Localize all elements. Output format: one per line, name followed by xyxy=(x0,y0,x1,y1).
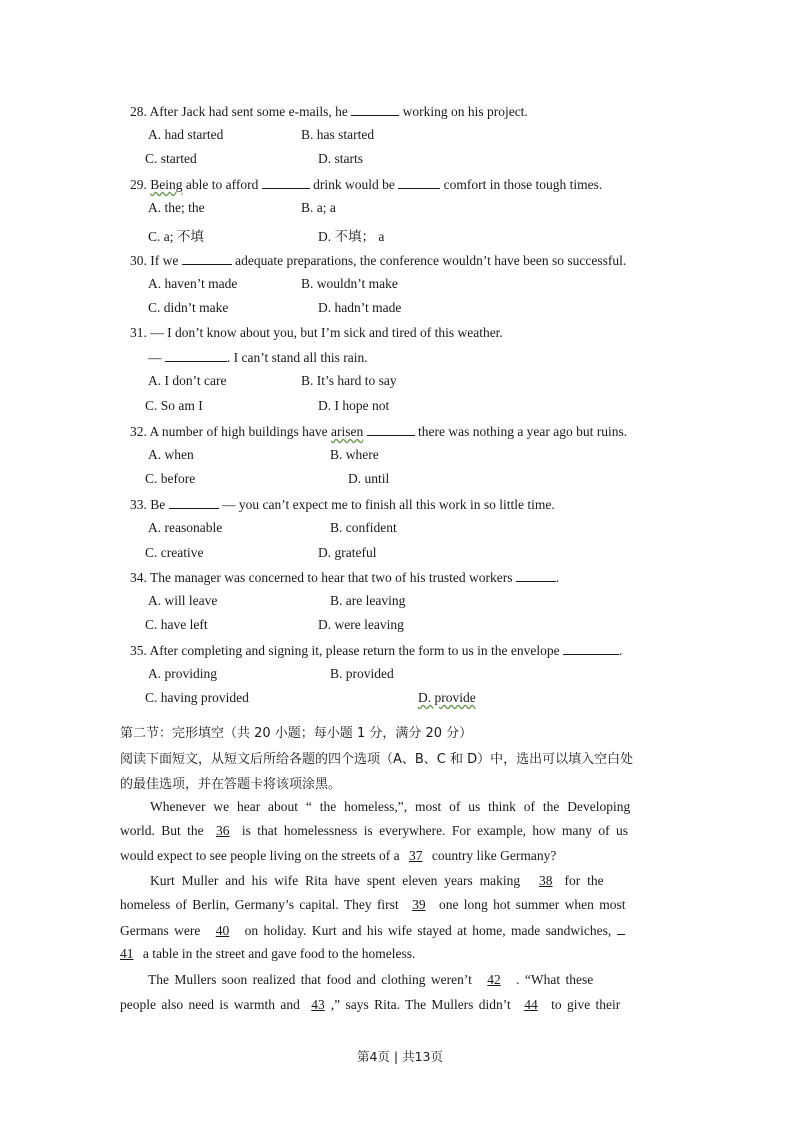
passage-line xyxy=(120,897,680,913)
question-stem: comfort in those tough times. xyxy=(443,177,603,192)
question-stem: 32. A number of high buildings have xyxy=(130,424,331,439)
passage-line xyxy=(120,997,680,1013)
option-a: A. haven’t made xyxy=(148,276,238,291)
option-c: C. creative xyxy=(145,545,204,560)
option-b: B. where xyxy=(330,447,379,462)
passage-text: would expect to see people living on the streets of a xyxy=(120,848,400,863)
passage-line xyxy=(120,946,680,962)
option-d: D. I hope not xyxy=(318,398,390,413)
option-c: C. before xyxy=(145,471,196,486)
passage-text: . “What these xyxy=(516,972,594,987)
option-d: D. hadn’t made xyxy=(318,300,402,315)
option-d: D. until xyxy=(348,471,390,486)
blank-number: 36 xyxy=(216,823,230,838)
question-stem: . xyxy=(555,570,560,585)
option-a: A. when xyxy=(148,447,194,462)
section-title: 第二节：完形填空（共 20 小题；每小题 1 分，满分 20 分） xyxy=(120,726,473,741)
question-stem: 30. If we xyxy=(130,253,179,268)
option-b: B. confident xyxy=(330,520,397,535)
section-instructions: 的最佳选项，并在答题卡将该项涂黑。 xyxy=(120,777,342,792)
question-stem: adequate preparations, the conference wouldn’t have been so successful. xyxy=(235,253,627,268)
passage-text: for the xyxy=(564,873,604,888)
option-c: C. started xyxy=(145,151,197,166)
blank-number: 37 xyxy=(409,848,423,863)
passage-text: Whenever we hear about “ the homeless,”, most of us think of the Developing xyxy=(150,799,631,814)
option-b: B. provided xyxy=(330,666,394,681)
option-c: C. having provided xyxy=(145,690,249,705)
passage-text: Kurt Muller and his wife Rita have spent eleven years making xyxy=(150,873,521,888)
option-a: A. had started xyxy=(148,127,224,142)
option-d: D. 不填； a xyxy=(318,229,385,244)
option-b: B. It’s hard to say xyxy=(301,373,397,388)
answer-blank xyxy=(169,496,219,509)
passage-text: ,” says Rita. The Mullers didn’t xyxy=(330,997,511,1012)
option-c: C. didn’t make xyxy=(148,300,229,315)
question-stem: 28. After Jack had sent some e-mails, he xyxy=(130,104,348,119)
option-b: B. are leaving xyxy=(330,593,406,608)
option-d: D. provide xyxy=(418,690,476,705)
passage-text: The Mullers soon realized that food and clothing weren’t xyxy=(148,972,472,987)
question-stem: — you can’t expect me to finish all this work in so little time. xyxy=(222,497,555,512)
option-a: A. reasonable xyxy=(148,520,223,535)
passage-text: to give their xyxy=(551,997,621,1012)
question-stem: drink would be xyxy=(313,177,395,192)
question-stem: 33. Be xyxy=(130,497,166,512)
question-31-reply xyxy=(148,349,368,366)
reply-text: . I can’t stand all this rain. xyxy=(226,350,368,365)
blank-number: 40 xyxy=(215,923,230,938)
question-29 xyxy=(130,176,602,193)
question-32 xyxy=(130,423,627,440)
question-stem: working on his project. xyxy=(402,104,528,119)
question-stem: able to afford xyxy=(182,177,259,192)
option-b: B. a; a xyxy=(301,200,336,215)
passage-text: homeless of Berlin, Germany’s capital. They first xyxy=(120,897,399,912)
option-b: B. has started xyxy=(301,127,375,142)
option-c: C. a; 不填 xyxy=(148,229,204,244)
answer-blank xyxy=(367,423,415,436)
answer-blank xyxy=(165,349,227,362)
question-stem: 29. xyxy=(130,177,151,192)
answer-blank xyxy=(617,922,625,935)
passage-text: is that homelessness is everywhere. For example, how many of us xyxy=(241,823,629,838)
question-34 xyxy=(130,569,559,586)
option-a: A. providing xyxy=(148,666,217,681)
question-30 xyxy=(130,252,626,269)
section-instructions: 阅读下面短文，从短文后所给各题的四个选项（A、B、C 和 D）中，选出可以填入空白处 xyxy=(120,752,634,767)
option-a: A. the; the xyxy=(148,200,205,215)
passage-text: on holiday. Kurt and his wife stayed at home, made sandwiches, xyxy=(244,923,612,938)
passage-text: country like Germany? xyxy=(431,848,557,863)
question-31 xyxy=(130,325,503,341)
passage-line xyxy=(120,922,680,939)
blank-number: 39 xyxy=(412,897,426,912)
answer-blank xyxy=(182,252,232,265)
option-c: C. have left xyxy=(145,617,208,632)
answer-blank xyxy=(516,569,556,582)
question-35 xyxy=(130,642,622,659)
blank-number: 42 xyxy=(487,972,501,987)
option-d: D. starts xyxy=(318,151,363,166)
blank-number: 43 xyxy=(311,997,325,1012)
blank-number: 44 xyxy=(524,997,538,1012)
blank-number: 41 xyxy=(120,946,134,961)
question-stem: 34. The manager was concerned to hear that two of his trusted workers xyxy=(130,570,513,585)
option-b: B. wouldn’t make xyxy=(301,276,398,291)
option-a: A. will leave xyxy=(148,593,218,608)
answer-blank xyxy=(563,642,619,655)
passage-line xyxy=(148,972,708,988)
answer-blank xyxy=(351,103,399,116)
question-stem: there was nothing a year ago but ruins. xyxy=(417,424,628,439)
passage-text: world. But the xyxy=(120,823,204,838)
passage-line xyxy=(150,873,710,889)
question-33 xyxy=(130,496,555,513)
question-28 xyxy=(130,103,528,120)
page-footer: 第4页 | 共13页 xyxy=(356,1049,444,1064)
underlined-word: arisen xyxy=(330,424,364,439)
option-d: D. grateful xyxy=(318,545,377,560)
option-d: D. were leaving xyxy=(318,617,404,632)
passage-text: Germans were xyxy=(120,923,201,938)
question-stem: 35. After completing and signing it, please return the form to us in the envelope xyxy=(130,643,560,658)
passage-text: one long hot summer when most xyxy=(438,897,626,912)
dash: — xyxy=(148,350,162,365)
question-stem: 31. — I don’t know about you, but I’m sick and tired of this weather. xyxy=(130,325,503,340)
passage-text: people also need is warmth and xyxy=(120,997,300,1012)
passage-line xyxy=(120,823,680,839)
answer-blank xyxy=(398,176,440,189)
option-a: A. I don’t care xyxy=(148,373,227,388)
blank-number: 38 xyxy=(539,873,553,888)
passage-line xyxy=(150,799,680,815)
answer-blank xyxy=(262,176,310,189)
option-c: C. So am I xyxy=(145,398,203,413)
passage-text: a table in the street and gave food to the homeless. xyxy=(142,946,416,961)
underlined-word: Being xyxy=(150,177,183,192)
passage-line xyxy=(120,848,680,864)
question-stem: . xyxy=(619,643,623,658)
